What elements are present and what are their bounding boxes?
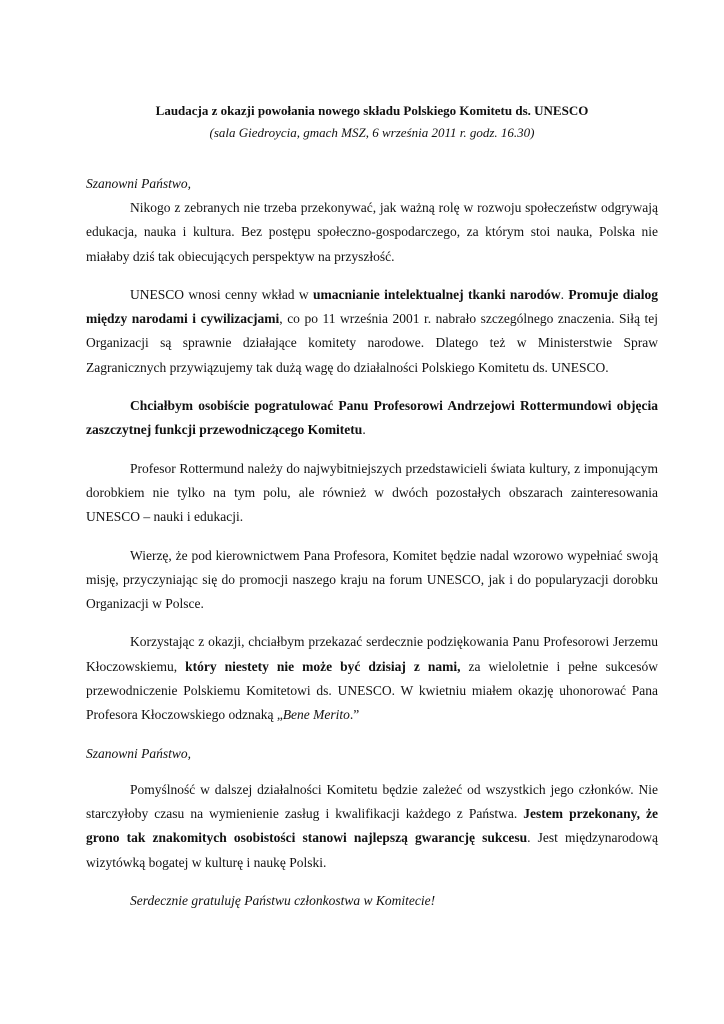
paragraph-4: Profesor Rottermund należy do najwybitniejszych przedstawicieli świata kultury, z imponującym dorobkiem nie tylko na tym polu, ale również w dwóch pozostałych obszarach zainteresowania UNESCO – nauki i edukacji. bbox=[86, 460, 658, 525]
salutation-2: Szanowni Państwo, bbox=[86, 745, 192, 761]
paragraph-2: UNESCO wnosi cenny wkład w umacnianie intelektualnej tkanki narodów. Promuje dialog między narodami i cywilizacjami, co po 11 września 2001 r. nabrało szczególnego znaczenia. Siłą tej Organizacji są sprawnie działające komitety narodowe. Dlatego też w Ministerstwie Spraw Zagranicznych przywiązujemy tak dużą wagę do działalności Polskiego Komitetu ds. UNESCO. bbox=[86, 286, 659, 375]
document-title: Laudacja z okazji powołania nowego składu Polskiego Komitetu ds. UNESCO bbox=[155, 103, 589, 118]
paragraph-3: Chciałbym osobiście pogratulować Panu Profesorowi Andrzejowi Rottermundowi objęcia zaszczytnej funkcji przewodniczącego Komitetu. bbox=[86, 398, 658, 438]
paragraph-5: Wierzę, że pod kierownictwem Pana Profesora, Komitet będzie nadal wzorowo wypełniać swoją misję, przyczyniając się do promocji naszego kraju na forum UNESCO, jak i do popularyzacji dorobku Organizacji w Polsce. bbox=[86, 547, 658, 612]
paragraph-7: Pomyślność w dalszej działalności Komitetu będzie zależeć od wszystkich jego członków. Nie starczyłoby czasu na wymienienie zasług i kwalifikacji każdego z Państwa. Jestem przekonany, że grono tak znakomitych osobistości stanowi najlepszą gwarancję sukcesu. Jest międzynarodową wizytówką bogatej w kulturę i naukę Polski. bbox=[86, 781, 658, 870]
closing-line: Serdecznie gratuluję Państwu członkostwa w Komitecie! bbox=[130, 892, 436, 908]
document-page bbox=[86, 100, 658, 913]
document-subtitle: (sala Giedroycia, gmach MSZ, 6 września 2011 r. godz. 16.30) bbox=[209, 125, 535, 140]
paragraph-1: Nikogo z zebranych nie trzeba przekonywać, jak ważną rolę w rozwoju społeczeństw odgrywają edukacja, nauka i kultura. Bez postępu społeczno-gospodarczego, za którym stoi nauka, Polska nie miałaby dziś tak obiecujących perspektyw na przyszłość. bbox=[86, 200, 658, 264]
salutation-1: Szanowni Państwo, bbox=[86, 176, 192, 191]
paragraph-6: Korzystając z okazji, chciałbym przekazać serdecznie podziękowania Panu Profesorowi Jerzemu Kłoczowskiemu, który niestety nie może być dzisiaj z nami, za wieloletnie i pełne sukcesów przewodniczenie Polskiemu Komitetowi ds. UNESCO. W kwietniu miałem okazję uhonorować Pana Profesora Kłoczowskiego odznaką „Bene Merito.” bbox=[86, 634, 658, 723]
